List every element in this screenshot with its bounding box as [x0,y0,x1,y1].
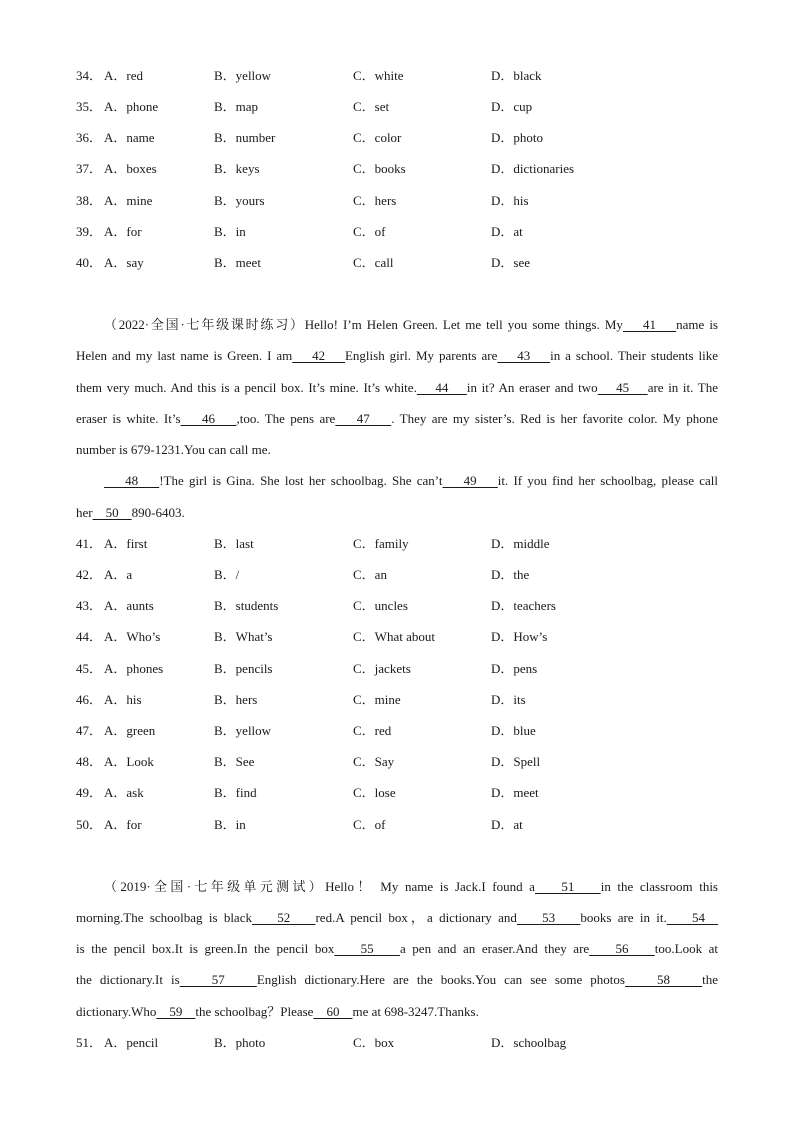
option-b[interactable]: B．yellow [214,723,272,738]
blank-44[interactable]: 44 [416,380,467,395]
blank-57[interactable]: 57 [179,972,257,987]
passage-text: ,too. The pens are [236,411,336,426]
question-number: 37． [76,161,103,176]
question-number: 46． [76,692,103,707]
question-number: 36． [76,130,103,145]
option-c[interactable]: C．books [353,161,406,176]
option-a[interactable]: A．boxes [104,161,157,176]
blank-59[interactable]: 59 [156,1004,196,1019]
passage-text: the [702,972,719,987]
passage-text: me at 698-3247.Thanks. [352,1004,479,1019]
option-b[interactable]: B．keys [214,161,260,176]
passage-line [76,503,718,523]
passage-text: number is 679-1231.You can call me. [76,442,271,457]
blank-55[interactable]: 55 [334,941,400,956]
blank-49[interactable]: 49 [442,473,498,488]
passage-line [104,471,718,491]
passage-line [76,1002,718,1022]
option-a[interactable]: A．for [104,817,142,832]
blank-47[interactable]: 47 [335,411,392,426]
option-d[interactable]: D．teachers [491,598,556,613]
option-c[interactable]: C．box [353,1035,395,1050]
option-d[interactable]: D．the [491,567,530,582]
option-a[interactable]: A．his [104,692,142,707]
question-number: 43． [76,598,103,613]
option-a[interactable]: A．phone [104,99,159,114]
option-d[interactable]: D．Spell [491,754,541,769]
question-number: 49． [76,785,103,800]
passage-text: is the pencil box.It is green.In the pencil box [76,941,335,956]
blank-54[interactable]: 54 [666,910,719,925]
option-a[interactable]: A．name [104,130,155,145]
option-d[interactable]: D．schoolbag [491,1035,567,1050]
option-b[interactable]: B．/ [214,567,240,582]
blank-50[interactable]: 50 [92,505,132,520]
option-c[interactable]: C．Say [353,754,395,769]
question-number: 39． [76,224,103,239]
option-b[interactable]: B．map [214,99,259,114]
option-b[interactable]: B．students [214,598,279,613]
blank-56[interactable]: 56 [589,941,655,956]
passage-text: in a school. Their students like [550,348,719,363]
passage-source: （2022·全国·七年级课时练习） [104,317,305,332]
passage-text: in it? An eraser and two [466,380,598,395]
passage-text: dictionary.Who [76,1004,157,1019]
passage-line [104,315,718,335]
option-d[interactable]: D．pens [491,661,538,676]
option-d[interactable]: D．see [491,255,530,270]
option-d[interactable]: D．meet [491,785,539,800]
question-number: 40． [76,255,103,270]
blank-52[interactable]: 52 [251,910,316,925]
option-c[interactable]: C．call [353,255,394,270]
passage-text: the dictionary.It is [76,972,180,987]
question-number: 47． [76,723,103,738]
option-a[interactable]: A．a [104,567,133,582]
passage-line [76,939,718,959]
blank-41[interactable]: 41 [622,317,677,332]
blank-51[interactable]: 51 [534,879,601,894]
passage-text: books are in it. [580,910,667,925]
option-d[interactable]: D．blue [491,723,536,738]
passage-text: them very much. And this is a pencil box. It’s mine. It’s white. [76,380,417,395]
blank-43[interactable]: 43 [497,348,551,363]
passage-text: morning.The schoolbag is black [76,910,252,925]
passage-text: a pen and an eraser.And they are [399,941,590,956]
option-a[interactable]: A．say [104,255,144,270]
option-b[interactable]: B．photo [214,1035,266,1050]
option-b[interactable]: B．See [214,754,255,769]
passage-text: are in it. The [647,380,719,395]
question-number: 44． [76,629,103,644]
option-c[interactable]: C．mine [353,692,401,707]
passage-text: the schoolbag？Please [195,1004,314,1019]
option-d[interactable]: D．his [491,193,529,208]
passage-line [104,877,718,897]
blank-60[interactable]: 60 [313,1004,353,1019]
option-b[interactable]: B．last [214,536,254,551]
question-number: 34． [76,68,103,83]
passage-text: English dictionary.Here are the books.You can see some photos [256,972,625,987]
option-a[interactable]: A．phones [104,661,164,676]
passage-line [76,440,718,460]
blank-42[interactable]: 42 [292,348,345,363]
option-a[interactable]: A．pencil [104,1035,159,1050]
option-d[interactable]: D．at [491,817,523,832]
passage-text: it. If you find her schoolbag, please call [497,473,719,488]
option-c[interactable]: C．lose [353,785,396,800]
option-b[interactable]: B．yellow [214,68,272,83]
question-number: 48． [76,754,103,769]
option-c[interactable]: C．What about [353,629,435,644]
passage-text: too.Look at [654,941,719,956]
option-a[interactable]: A．green [104,723,156,738]
option-a[interactable]: A．Look [104,754,154,769]
option-a[interactable]: A．ask [104,785,144,800]
option-d[interactable]: D．at [491,224,523,239]
option-d[interactable]: D．dictionaries [491,161,575,176]
option-b[interactable]: B．yours [214,193,265,208]
question-number: 38． [76,193,103,208]
option-b[interactable]: B．hers [214,692,258,707]
option-c[interactable]: C．color [353,130,402,145]
passage-line [76,409,718,429]
option-b[interactable]: B．in [214,224,246,239]
option-a[interactable]: A．for [104,224,142,239]
passage-text: red.A pencil box，a dictionary and [315,910,517,925]
passage-line [76,908,718,928]
blank-46[interactable]: 46 [180,411,237,426]
passage-text: 890-6403. [131,505,185,520]
question-number: 42． [76,567,103,582]
passage-text: !The girl is Gina. She lost her schoolbag. She can’t [159,473,443,488]
blank-48[interactable]: 48 [104,473,160,488]
option-b[interactable]: B．What’s [214,629,273,644]
option-b[interactable]: B．in [214,817,246,832]
option-a[interactable]: A．red [104,68,143,83]
option-d[interactable]: D．cup [491,99,533,114]
option-b[interactable]: B．meet [214,255,261,270]
passage-line [76,378,718,398]
option-b[interactable]: B．find [214,785,257,800]
passage-text: Helen and my last name is Green. I am [76,348,293,363]
blank-53[interactable]: 53 [516,910,581,925]
passage-text: name is [676,317,718,332]
passage-text: . They are my sister’s. Red is her favorite color. My phone [391,411,719,426]
question-number: 41． [76,536,103,551]
blank-45[interactable]: 45 [597,380,648,395]
question-number: 35． [76,99,103,114]
option-d[interactable]: D．How’s [491,629,548,644]
passage-text: in the classroom this [600,879,718,894]
option-d[interactable]: D．photo [491,130,544,145]
option-c[interactable]: C．of [353,224,386,239]
option-b[interactable]: B．pencils [214,661,273,676]
passage-source: （2019·全国·七年级单元测试） [104,879,326,894]
option-b[interactable]: B．number [214,130,276,145]
question-number: 50． [76,817,103,832]
option-a[interactable]: A．mine [104,193,153,208]
option-c[interactable]: C．hers [353,193,397,208]
option-d[interactable]: D．black [491,68,542,83]
option-c[interactable]: C．family [353,536,409,551]
option-c[interactable]: C．an [353,567,387,582]
option-d[interactable]: D．middle [491,536,550,551]
option-a[interactable]: A．Who’s [104,629,161,644]
passage-text: eraser is white. It’s [76,411,181,426]
passage-text: English girl. My parents are [344,348,498,363]
option-c[interactable]: C．set [353,99,390,114]
passage-text: Hello！ My name is Jack.I found a [325,879,535,894]
question-number: 51． [76,1035,103,1050]
option-d[interactable]: D．its [491,692,526,707]
passage-text: Hello! I’m Helen Green. Let me tell you some things. My [304,317,623,332]
passage-text: her [76,505,93,520]
option-a[interactable]: A．first [104,536,148,551]
passage-line [76,970,718,990]
blank-58[interactable]: 58 [624,972,703,987]
option-c[interactable]: C．white [353,68,404,83]
option-c[interactable]: C．of [353,817,386,832]
option-c[interactable]: C．red [353,723,392,738]
passage-line [76,346,718,366]
option-c[interactable]: C．jackets [353,661,411,676]
question-number: 45． [76,661,103,676]
option-c[interactable]: C．uncles [353,598,408,613]
option-a[interactable]: A．aunts [104,598,154,613]
